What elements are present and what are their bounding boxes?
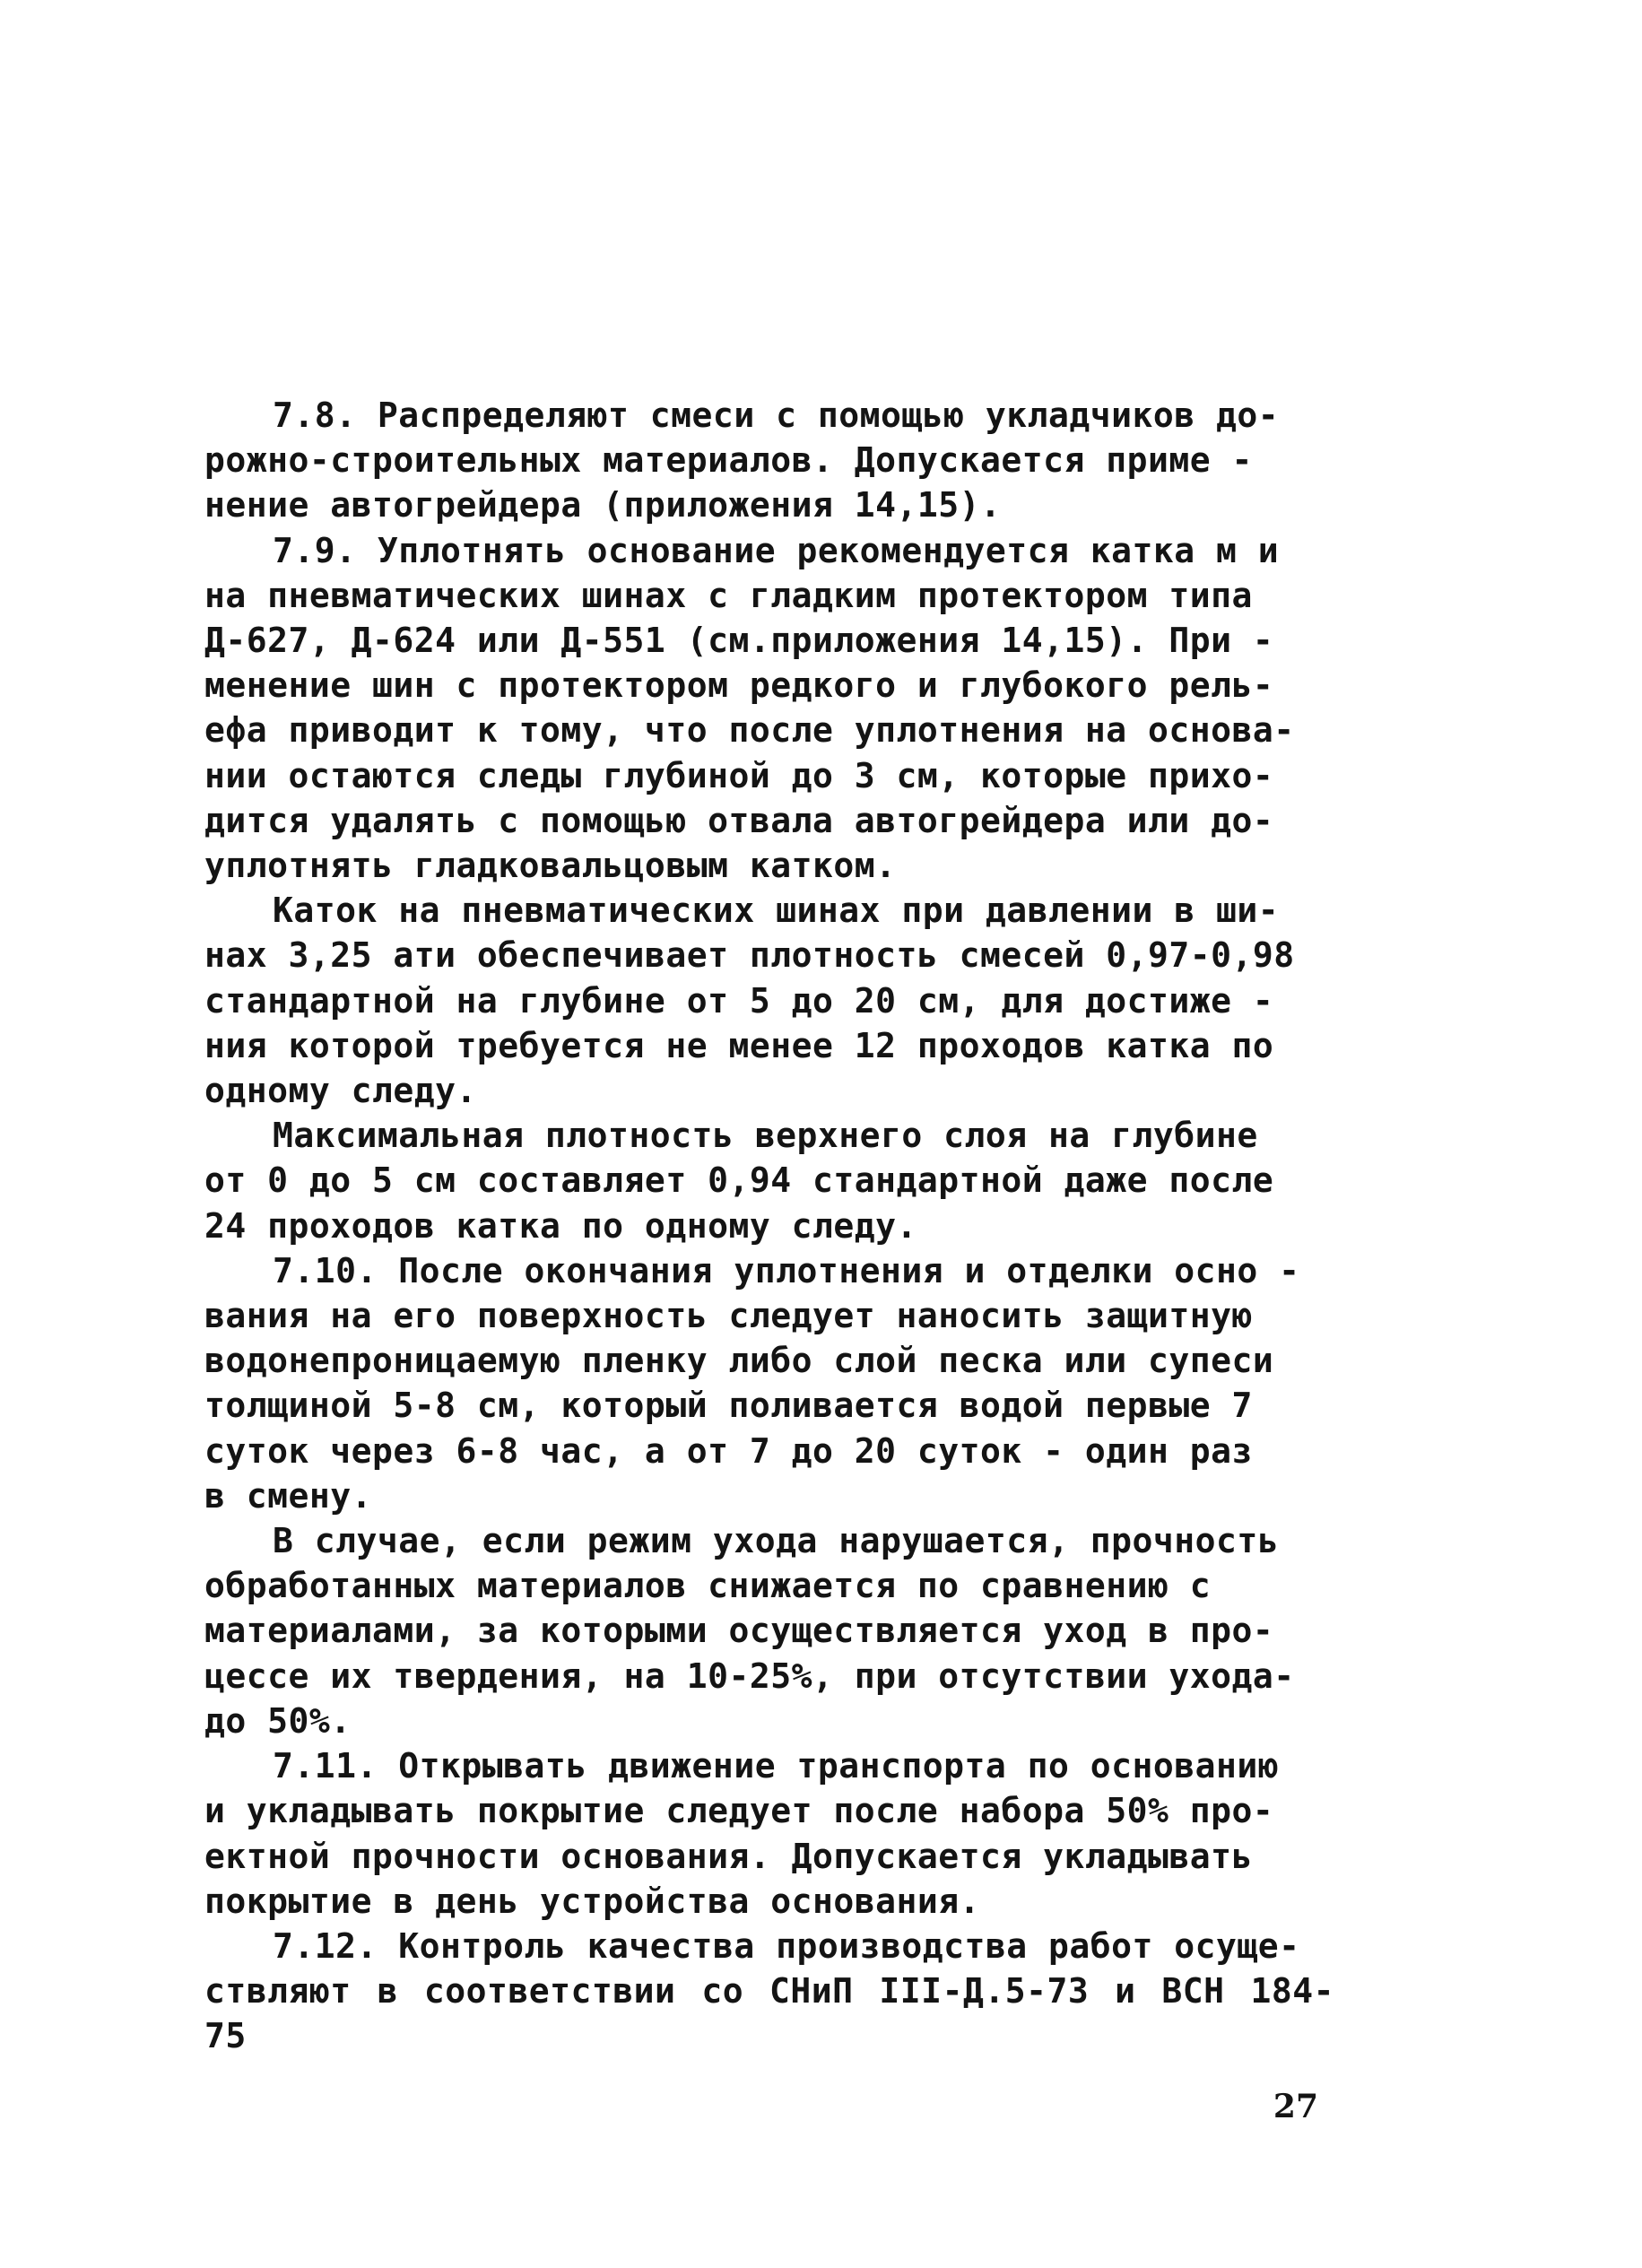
paragraph-7-11: 7.11. Открывать движение транспорта по основанию и укладывать покрытие следует после набора 50% про- ектной прочности основания. Допускается укладывать покрытие в день устройства основания. — [204, 1746, 1280, 1921]
paragraph-7-9: 7.9. Уплотнять основание рекомендуется катка м и на пневматических шинах с гладким протектором типа Д-627, Д-624 или Д-551 (см.приложения 14,15). При - менение шин с протектором редкого и глубокого рель- ефа приводит к тому, что после уплотнения на основа- нии остаются следы глубиной до 3 см, которые прихо- дится удалять с помощью отвала автогрейдера или до- уплотнять гладковальцовым катком. — [204, 530, 1295, 886]
paragraph-7-8: 7.8. Распределяют смеси с помощью укладчиков до- рожно-строительных материалов. Допускается приме - нение автогрейдера (приложения 14,15). — [204, 395, 1280, 526]
paragraph-max-density: Максимальная плотность верхнего слоя на глубине от 0 до 5 см составляет 0,94 стандартной даже после 24 проходов катка по одному следу. — [204, 1116, 1274, 1246]
paragraph-care-regime: В случае, если режим ухода нарушается, прочность обработанных материалов снижается по сравнению с материалами, за которыми осуществляется уход в про- цессе их твердения, на 10-25%, при отсутствии ухода- до 50%. — [204, 1521, 1295, 1741]
body-text — [204, 393, 1334, 2059]
paragraph-roller-pressure: Каток на пневматических шинах при давлении в ши- нах 3,25 ати обеспечивает плотность смесей 0,97-0,98 стандартной на глубине от 5 до 20 см, для достиже - ния которой требуется не менее 12 проходов катка по одному следу. — [204, 891, 1295, 1111]
paragraph-7-12: 7.12. Контроль качества производства работ осуще- ствляют в соответствии со СНиП III-Д.5-73 и ВСН 184-75 — [204, 1925, 1334, 2056]
page-number: 27 — [1273, 2088, 1318, 2125]
paragraph-7-10: 7.10. После окончания уплотнения и отделки осно - вания на его поверхность следует наносить защитную водонепроницаемую пленку либо слой песка или супеси толщиной 5-8 см, который поливается водой первые 7 суток через 6-8 час, а от 7 до 20 суток - один раз в смену. — [204, 1250, 1300, 1516]
